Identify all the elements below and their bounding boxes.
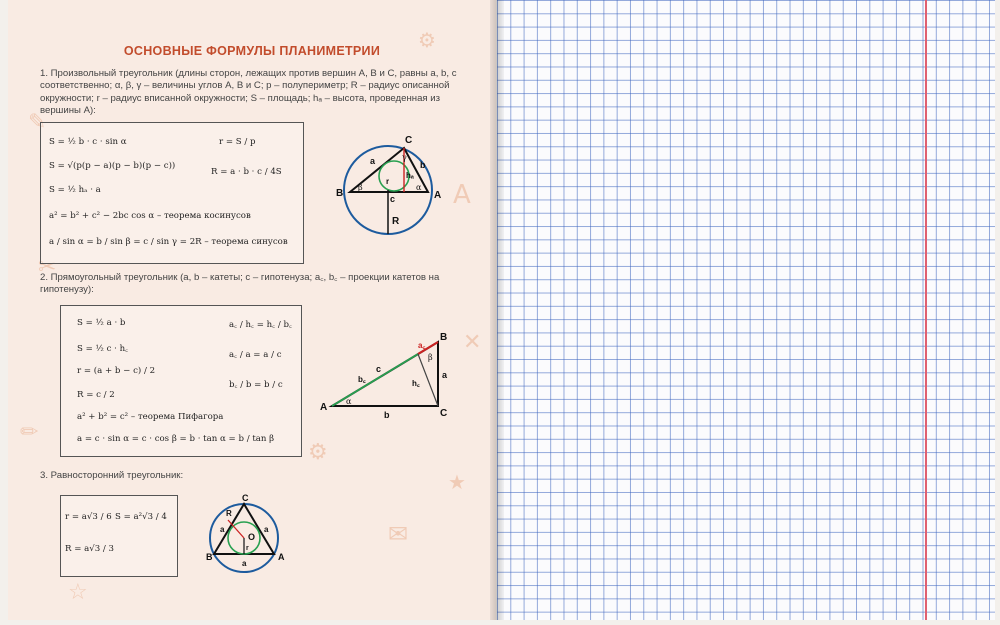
label-side-c: c bbox=[376, 364, 382, 374]
doodle-icon: ✎ bbox=[28, 110, 47, 135]
notebook-fold bbox=[490, 0, 504, 620]
formula-right-circumradius: R = c / 2 bbox=[77, 390, 115, 400]
formula-equi-circumradius: R = a√3 / 3 bbox=[65, 544, 115, 554]
triangle-diagram-3 bbox=[198, 490, 298, 580]
doodle-icon: ✕ bbox=[463, 330, 482, 355]
doodle-icon: ☆ bbox=[68, 580, 88, 605]
doodle-icon: ✂ bbox=[38, 255, 57, 280]
label-proj-b: b꜀ bbox=[358, 375, 366, 384]
label-beta: β bbox=[428, 353, 433, 362]
doodle-icon: ✏ bbox=[20, 420, 39, 445]
label-side-a: a bbox=[442, 370, 448, 380]
label-center-o: O bbox=[248, 532, 256, 542]
label-proj-a: a꜀ bbox=[418, 341, 426, 350]
label-side-b: b bbox=[420, 160, 426, 170]
triangle-diagram-1 bbox=[320, 130, 450, 240]
label-alpha: α bbox=[346, 397, 352, 406]
label-side-b: b bbox=[384, 410, 390, 420]
formula-right-area: S = ½ a · b bbox=[77, 318, 126, 328]
triangle-diagram-2 bbox=[318, 330, 458, 420]
doodle-icon: ⚙ bbox=[418, 28, 436, 52]
label-vertex-b: B bbox=[440, 332, 448, 343]
section2-formula-box bbox=[60, 305, 302, 457]
label-radius-r: R bbox=[226, 509, 232, 518]
section3-formula-box bbox=[60, 495, 178, 577]
label-vertex-a: A bbox=[278, 552, 285, 562]
doodle-icon: ★ bbox=[448, 470, 466, 494]
formula-equi-inradius: r = a√3 / 6 bbox=[65, 512, 112, 522]
label-vertex-c: C bbox=[440, 408, 448, 419]
formula-equi-area: S = a²√3 / 4 bbox=[115, 512, 167, 522]
label-vertex-b: B bbox=[336, 188, 344, 199]
formula-pythagoras: a² + b² = c² – теорема Пифагора bbox=[77, 412, 224, 422]
formula-sine-law: a / sin α = b / sin β = c / sin γ = 2R – теорема синусов bbox=[49, 237, 288, 247]
formula-proportion-1: a꜀ / h꜀ = h꜀ / b꜀ bbox=[229, 320, 292, 330]
label-vertex-c: C bbox=[405, 135, 413, 146]
formula-cosine-law: a² = b² + c² − 2bc cos α – теорема косинусов bbox=[49, 211, 251, 221]
label-inradius-r: r bbox=[246, 545, 249, 552]
label-vertex-a: A bbox=[434, 190, 442, 201]
formula-proportion-3: b꜀ / b = b / c bbox=[229, 380, 283, 390]
formula-area-height: S = ½ hₐ · a bbox=[49, 185, 101, 195]
label-vertex-c: C bbox=[242, 493, 249, 503]
formula-heron: S = √(p(p − a)(p − b)(p − c)) bbox=[49, 161, 176, 171]
section1-text: 1. Произвольный треугольник (длины сторон, лежащих против вершин A, B и C, равны a, b, c соответственно; α, β, γ – величины углов A, B и C; p – полупериметр; R – радиус описанной окружности; r – радиус вписанной окружности; S – площадь; hₐ – высота, проведенная из вершины A): bbox=[40, 68, 457, 117]
label-inradius-r: r bbox=[386, 177, 390, 186]
label-height: hₐ bbox=[406, 171, 414, 180]
margin-line bbox=[925, 0, 927, 620]
label-side-bottom: a bbox=[242, 559, 247, 568]
label-height: h꜀ bbox=[412, 379, 420, 388]
section2-text: 2. Прямоугольный треугольник (a, b – катеты; c – гипотенуза; a꜀, b꜀ – проекции катетов на гипотенузу): bbox=[40, 272, 440, 296]
formula-right-inradius: r = (a + b − c) / 2 bbox=[77, 366, 156, 376]
formula-area-sin: S = ½ b · c · sin α bbox=[49, 137, 127, 147]
formula-inradius: r = S / p bbox=[219, 137, 256, 147]
cover-page bbox=[8, 0, 496, 620]
label-vertex-b: B bbox=[206, 552, 213, 562]
section3-text: 3. Равносторонний треугольник: bbox=[40, 470, 184, 481]
label-radius-r: R bbox=[392, 216, 400, 227]
label-side-c: c bbox=[390, 194, 396, 204]
label-side-a: a bbox=[370, 156, 376, 166]
section1-formula-box bbox=[40, 122, 304, 264]
label-side-right: a bbox=[264, 525, 269, 534]
formula-trig-relations: a = c · sin α = c · cos β = b · tan α = b / tan β bbox=[77, 434, 275, 444]
formula-proportion-2: a꜀ / a = a / c bbox=[229, 350, 282, 360]
label-gamma: γ bbox=[402, 153, 407, 162]
formula-right-area-height: S = ½ c · h꜀ bbox=[77, 344, 129, 354]
label-beta: β bbox=[358, 183, 363, 192]
doodle-icon: A bbox=[453, 180, 471, 210]
doodle-icon: ✉ bbox=[388, 520, 409, 548]
grid-page bbox=[497, 0, 995, 620]
page-title: ОСНОВНЫЕ ФОРМУЛЫ ПЛАНИМЕТРИИ bbox=[123, 44, 381, 58]
label-alpha: α bbox=[416, 183, 422, 192]
doodle-icon: ⚙ bbox=[308, 440, 328, 465]
label-vertex-a: A bbox=[320, 402, 328, 413]
formula-circumradius: R = a · b · c / 4S bbox=[211, 167, 282, 177]
label-side-left: a bbox=[220, 525, 225, 534]
